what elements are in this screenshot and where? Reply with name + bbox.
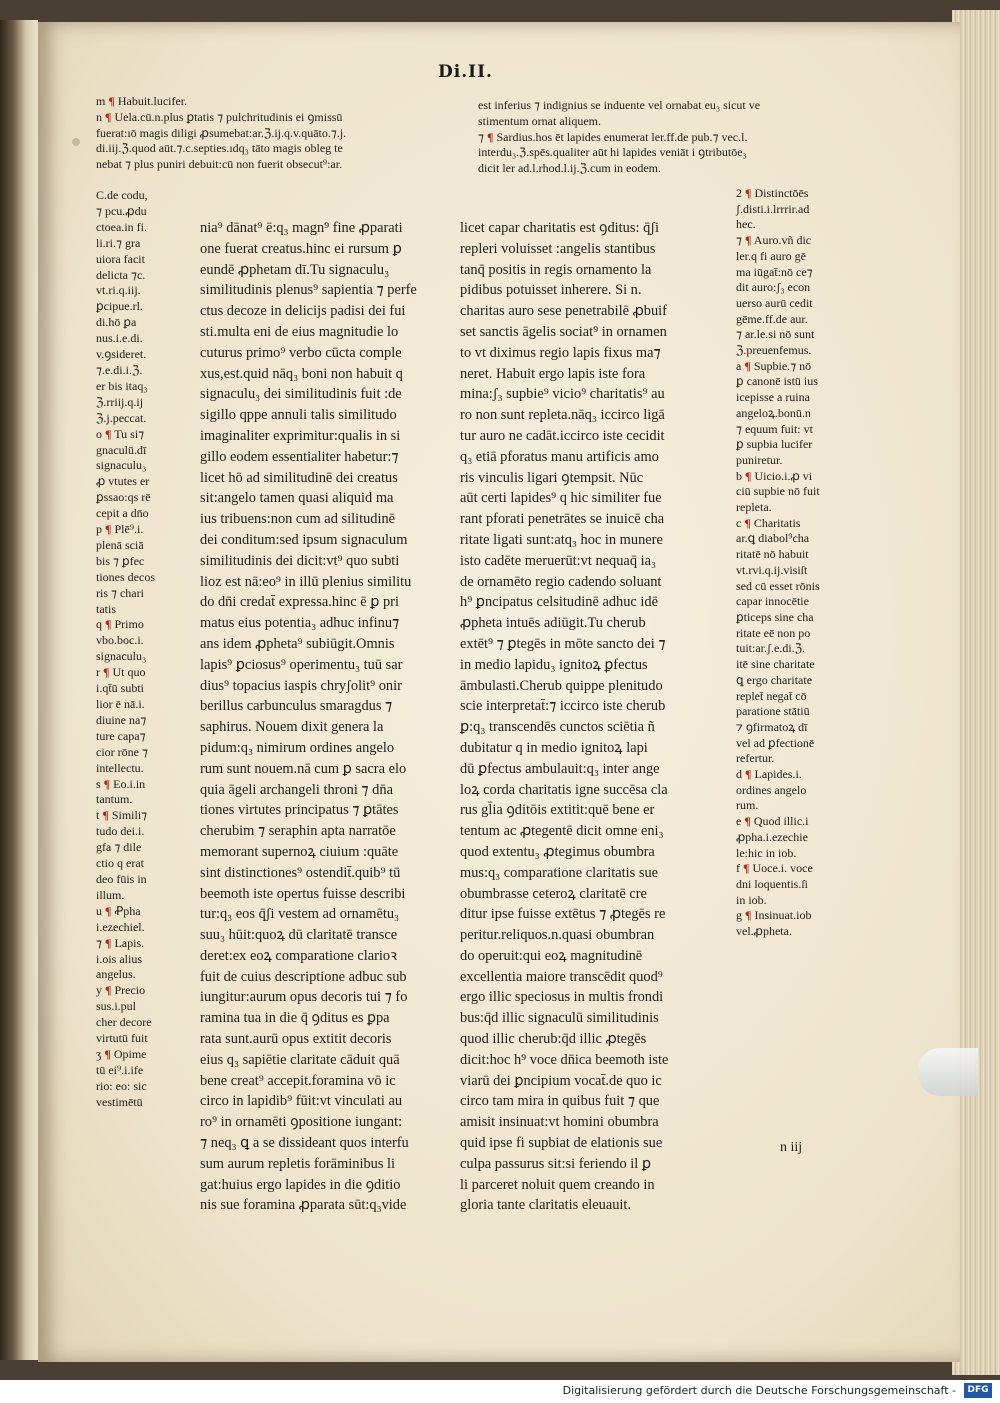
text-line: sed cū esset rōnis: [736, 578, 820, 593]
text-line: fuit de cuius descriptione adbuc sub: [200, 968, 407, 985]
text-line: dei conditum:sed ipsum signaculum: [200, 531, 408, 548]
text-line: ⁊ ¶ Auro.vñ dic: [736, 233, 812, 248]
text-line: s ¶ Eo.i.in: [96, 776, 146, 791]
text-line: berillus carbunculus smaragdus ⁊: [200, 698, 393, 715]
text-line: licet hō ad similitudinē dei creatus: [200, 469, 398, 486]
paper-hole: [72, 138, 80, 146]
text-line: ciū supbie nō fuit: [736, 484, 820, 499]
text-line: ꝑticeps sine cha: [736, 609, 814, 624]
text-line: tentum ac ꝓtegentē dicit omne eni₃: [460, 823, 664, 840]
text-line: cuturus primo⁹ verbo cūcta comple: [200, 344, 402, 361]
text-line: gnaculū.dī: [96, 442, 147, 457]
text-line: viarū dei ꝑncipium vocat̄.de quo ic: [460, 1072, 662, 1089]
text-line: tū ei⁹.i.ife: [96, 1062, 144, 1077]
text-line: eius q₃ sapiētie claritate cāduit quā: [200, 1051, 400, 1068]
text-line: i.qt̄ū subti: [96, 681, 145, 696]
text-line: t ¶ Simili⁊: [96, 808, 148, 823]
text-line: ⁊ neq₃ ꝗ a se dissideant quos interfu: [200, 1135, 409, 1152]
text-line: beemoth iste opertus fuisse describi: [200, 885, 406, 902]
text-line: aūt certi lapides⁹ q hic similiter fue: [460, 490, 662, 507]
text-line: ritate ligati sunt:atq₃ hoc in munere: [460, 531, 663, 548]
text-line: cher decore: [96, 1015, 152, 1030]
left-margin-gloss: [96, 188, 155, 1111]
text-line: ans idem ꝓpheta⁹ subiūgit.Omnis: [200, 635, 395, 652]
text-line: do dn̄i credat̄ expressa.hinc ē ꝑ pri: [200, 594, 399, 611]
text-line: est inferius ⁊ indignius se induente vel ornabat eu₃ sicut ve: [478, 98, 761, 112]
text-line: saphirus. Nouem dixit genera la: [200, 719, 384, 736]
left-page-edge: [0, 20, 38, 1360]
text-line: vel.ꝓpheta.: [736, 924, 792, 939]
text-line: mina:ʃ₃ supbie⁹ vicio⁹ charitatis⁹ au: [460, 386, 665, 403]
text-line: nus.i.e.di.: [96, 331, 143, 346]
text-line: le:hic in iob.: [736, 845, 797, 860]
text-line: itē sine charitate: [736, 657, 815, 672]
text-line: 2 ¶ Distinctōēs: [736, 186, 809, 200]
text-line: isto cadēte meruerūt:vt nequaq̄ ia₃: [460, 552, 657, 569]
text-line: di.hō ꝑa: [96, 315, 137, 330]
text-line: li.ri.⁊ gra: [96, 235, 141, 250]
text-line: ꝑcipue.rl.: [96, 299, 143, 314]
text-line: bene creat⁹ accepit.foramina vō ic: [200, 1072, 396, 1089]
text-line: in iob.: [736, 892, 767, 907]
text-line: nis sue foramina ꝓparata sūt:q₃vide: [200, 1197, 407, 1214]
text-line: repleri voluisset :angelis stantibus: [460, 240, 656, 257]
text-line: rio: eo: sic: [96, 1078, 147, 1093]
text-line: pidum:q₃ nimirum ordines angelo: [200, 739, 395, 756]
text-line: q ¶ Primo: [96, 617, 144, 632]
text-line: ꝑ canonē istū ius: [736, 374, 818, 389]
text-line: neret. Habuit ergo lapis iste fora: [460, 365, 646, 382]
text-line: illum.: [96, 887, 125, 902]
text-line: sus.i.pul: [96, 999, 137, 1014]
text-line: sigillo qppe annuli talis similitudo: [200, 407, 397, 424]
text-line: ramina tua in die q̄ ꝯditus es ꝑpa: [200, 1010, 390, 1027]
text-line: deret:ex eoꝝ comparatione clarioꝛ: [200, 947, 397, 964]
text-line: ro non sunt repleta.nāq₃ iccirco ligā: [460, 407, 665, 424]
text-line: n ¶ Uela.cū.n.plus ꝑtatis ⁊ pulchritudinis ei ꝯmissū: [96, 109, 343, 124]
main-text-column-1: [200, 218, 417, 1216]
text-line: ⁊ ar.le.si nō sunt: [736, 327, 815, 342]
text-line: licet capar charitatis est ꝯditus: q̄ʃi: [460, 220, 660, 236]
text-line: o ¶ Tu si⁊: [96, 426, 145, 441]
text-line: signaculu₃: [96, 649, 147, 664]
text-line: iungitur:aurum opus decoris tui ⁊ fo: [200, 989, 408, 1006]
text-line: gfa ⁊ dile: [96, 840, 142, 855]
text-line: gēme.ff.de aur.: [736, 311, 808, 326]
text-line: uerso aurū cedit: [736, 295, 813, 310]
text-line: puniretur.: [736, 452, 783, 467]
text-line: eundē ꝓphetam dī.Tu signaculu₃: [200, 261, 390, 278]
text-line: p ¶ Plē⁹.i.: [96, 522, 144, 537]
text-line: mus:q₃ comparatione claritatis sue: [460, 864, 659, 881]
text-line: vt.ri.q.iij.: [96, 283, 141, 298]
text-line: bus:q̄d illic signaculū similitudinis: [460, 1010, 659, 1027]
text-line: peritur.reliquos.n.quasi obumbran: [460, 927, 655, 944]
text-line: ꝓpha.i.ezechie: [736, 829, 808, 844]
text-line: circo tam mira in quibus fuit ⁊ que: [460, 1093, 660, 1110]
text-line: ⁊.e.di.i.ℨ.: [96, 362, 143, 377]
text-line: hec.: [736, 217, 756, 232]
text-line: quod illic cherub:q̄d illic ꝓtegēs: [460, 1031, 647, 1048]
text-line: r ¶ Ut quo: [96, 665, 146, 680]
text-line: m ¶ Habuit.lucifer.: [96, 94, 188, 108]
text-line: angelus.: [96, 967, 136, 982]
text-line: circo in lapidib⁹ fūit:vt vinculati au: [200, 1093, 403, 1110]
text-line: scie interpretat̄:⁊ iccirco iste cherub: [460, 698, 666, 715]
footer-bar: [0, 1380, 1000, 1403]
text-line: to vt diximus regio lapis fixus ma⁊: [460, 344, 661, 361]
text-line: ture capa⁊: [96, 728, 146, 743]
text-line: pidibus potuisset inherere. Si n.: [460, 282, 642, 299]
text-line: i.ezechiel.: [96, 919, 145, 934]
text-line: refertur.: [736, 751, 775, 766]
text-line: h⁹ ꝑncipatus celsitudinē adhuc idē: [460, 594, 658, 611]
text-line: dicit ler ad.l.rhod.l.ij.ℨ.cum in eodem.: [478, 161, 662, 176]
text-line: tur auro ne cadāt.iccirco iste cecidit: [460, 427, 665, 444]
top-left-gloss: [96, 94, 346, 173]
text-line: ℨ.rriij.q.ij: [96, 394, 144, 409]
text-line: ordines angelo: [736, 782, 807, 797]
text-line: rant pforati penetrātes se inuicē cha: [460, 511, 665, 528]
text-line: deo fūis in: [96, 871, 147, 886]
dfg-logo: DFG: [964, 1383, 992, 1398]
text-line: delicta ⁊c.: [96, 267, 146, 282]
text-line: dit auro:ʃ₃ econ: [736, 280, 811, 295]
text-line: lior ē nā.i.: [96, 697, 145, 711]
text-line: ris vinculis ligari ꝯtempsit. Nūc: [460, 469, 644, 486]
text-line: angeloꝝ.bonū.n: [736, 405, 811, 420]
text-line: nebat ⁊ plus puniri debuit:cū non fuerit obsecut⁹:ar.: [96, 157, 343, 172]
text-line: di.iij.ℨ.quod aūt.⁊.c.septies.ıdq₃ tāto magis obleg te: [96, 141, 343, 156]
text-line: matus eius potentia₃ adhuc infinu⁊: [200, 615, 400, 632]
text-line: quid ipse fi supbiat de elationis sue: [460, 1135, 663, 1152]
text-line: ar.ꝗ diabol⁹cha: [736, 531, 810, 546]
text-line: ʃ.disti.i.lrrrir.ad: [736, 201, 810, 216]
text-line: cepit a dn̄o: [96, 506, 149, 521]
text-line: one fuerat creatus.hinc ei rursum ꝑ: [200, 240, 402, 257]
text-line: v.ꝯsideret.: [96, 347, 147, 362]
text-line: lapis⁹ ꝑciosus⁹ operimentu₃ tuū sar: [200, 656, 403, 673]
text-line: xus,est.quid nāq₃ boni non habuit q: [200, 365, 403, 382]
text-line: capar innocētie: [736, 594, 809, 609]
text-line: uiora facit: [96, 251, 145, 266]
text-line: tuit:ar.ʃ.e.di.ℨ.: [736, 641, 806, 656]
text-line: ⁊ equum fuit: vt: [736, 421, 813, 436]
text-line: dni loquentis.ſi: [736, 876, 808, 891]
text-line: f ¶ Uoce.i. voce: [736, 861, 813, 876]
text-line: cherubim ⁊ seraphin apta narratōe: [200, 823, 396, 840]
text-line: plenā sciā: [96, 537, 144, 552]
text-line: vestimētū: [96, 1094, 143, 1109]
text-line: ꝓ vtutes er: [96, 474, 150, 489]
text-line: bis ⁊ ꝑfec: [96, 553, 145, 568]
text-line: ditur ipse fuisse extētus ⁊ ꝓtegēs re: [460, 906, 666, 923]
text-line: stimentum ornat aliquem.: [478, 113, 601, 128]
running-head: Di.II.: [438, 62, 493, 82]
text-line: loꝝ corda charitatis igne succēsa cla: [460, 781, 668, 798]
text-line: lioz est nā:eo⁹ in illū plenius similitu: [200, 573, 412, 590]
text-line: y ¶ Precio: [96, 983, 146, 998]
text-line: ⁊ pcu.ꝓdu: [96, 203, 147, 218]
text-line: diuine na⁊: [96, 712, 147, 727]
text-line: vbo.boc.i.: [96, 633, 144, 648]
text-line: tudo dei.i.: [96, 824, 145, 839]
text-line: ctus decoze in delicijs padisi dei fui: [200, 303, 406, 320]
text-line: tiones virtutes principatus ⁊ ꝑtātes: [200, 802, 399, 819]
text-line: tiones decos: [96, 569, 155, 584]
text-line: rum.: [736, 798, 759, 813]
text-line: ctoea.in fi.: [96, 219, 147, 234]
text-line: cior rōne ⁊: [96, 744, 148, 759]
text-line: set sanctis āgelis sociat⁹ in ornamen: [460, 323, 667, 340]
text-line: ꝑ:q₃ transcendēs cunctos sciētia ñ: [460, 719, 655, 736]
text-line: nia⁹ dānat⁹ ē:q₃ magn⁹ fine ꝓparati: [200, 220, 403, 236]
text-line: tantum.: [96, 792, 133, 807]
text-line: imaginaliter exprimitur:qualis in si: [200, 427, 401, 444]
text-line: b ¶ Uicio.i.ꝓ vi: [736, 468, 813, 483]
text-line: ris ⁊ chari: [96, 585, 144, 600]
text-line: sint distinctiones⁹ ostendit̄.quib⁹ tū: [200, 864, 401, 881]
text-line: amisit insinuat:vt homini obumbra: [460, 1114, 659, 1131]
text-line: dubitatur q in medio ignitoꝝ lapi: [460, 739, 648, 756]
text-line: ℨ.j.peccat.: [96, 410, 147, 425]
text-line: d ¶ Lapides.i.: [736, 767, 802, 782]
text-line: icepisse a ruina: [736, 390, 810, 405]
text-line: C.de codu,: [96, 188, 148, 202]
text-line: tur:q₃ eos q̄ʃi vestem ad ornamētu₃: [200, 906, 400, 923]
text-line: rum sunt nouem.nā cum ꝑ sacra elo: [200, 760, 407, 777]
text-line: signaculu₃: [96, 458, 147, 473]
text-line: quod extentu₃ ꝓtegimus obumbra: [460, 843, 655, 860]
text-line: ꝑ supbia lucifer: [736, 437, 813, 452]
text-line: ʒ ¶ Opime: [96, 1046, 147, 1061]
text-line: quia āgeli archangeli throni ⁊ dn̄a: [200, 781, 393, 798]
text-line: ler.q fi auro gē: [736, 248, 806, 263]
text-line: gat:huius ergo lapides in die ꝯditio: [200, 1176, 401, 1193]
text-line: rata sunt.aurū opus extitit decoris: [200, 1031, 392, 1048]
text-line: tanq̄ positis in regis ornamento la: [460, 261, 652, 278]
text-line: dicit:hoc h⁹ voce dn̄ica beemoth iste: [460, 1051, 669, 1068]
text-line: i.ois alius: [96, 951, 143, 966]
text-line: ma iūgat̄:nō ce⁊: [736, 264, 813, 279]
text-line: g ¶ Insinuat.iob: [736, 908, 812, 923]
text-line: dū ꝑfectus ambulauit:q₃ inter ange: [460, 760, 660, 777]
text-line: signaculu₃ dei similitudinis fuit :de: [200, 386, 402, 403]
text-line: ro⁹ in ornamēti ꝯpositione iungant:: [200, 1114, 403, 1131]
text-line: c ¶ Charitatis: [736, 515, 801, 530]
text-line: rus gl̄ia ꝯditōis extitit:quē bene er: [460, 802, 655, 819]
text-line: interdu₃.ℨ.spēs.qualiter aūt hi lapides veniāt i ꝯtributōe₃: [478, 145, 747, 160]
text-line: vt.rvi.q.ij.visiſt: [736, 562, 808, 577]
text-line: memorant supernoꝝ ciuium :quāte: [200, 843, 399, 860]
text-line: virtutū fuit: [96, 1031, 148, 1046]
text-line: gillo eodem essentialiter habetur:⁊: [200, 448, 399, 465]
text-line: intellectu.: [96, 760, 144, 775]
text-line: ritatē nō habuit: [736, 547, 809, 562]
text-line: a ¶ Supbie.⁊ nō: [736, 358, 812, 373]
text-line: ꝓpheta intuēs adiūgit.Tu cherub: [460, 615, 646, 632]
text-line: ⁊ ꝯfirmatoꝝ dī: [736, 719, 808, 734]
text-line: suu₃ hūit:quoꝝ dū claritatē transce: [200, 927, 398, 944]
text-line: ergo illic speciosus in multis frondi: [460, 989, 664, 1006]
right-margin-gloss: [736, 186, 820, 940]
text-line: ius tribuens:non cum ad silitudinē: [200, 511, 396, 528]
footer-credit: Digitalisierung gefördert durch die Deutsche Forschungsgemeinschaft -: [562, 1384, 956, 1397]
text-line: ctio q erat: [96, 856, 144, 871]
text-line: ℨ.preuenfemus.: [736, 343, 812, 358]
text-line: fuerat:ıō magis diligi ꝓsumebat:ar.ℨ.ij.q.v.quāto.⁊.j.: [96, 125, 347, 140]
text-line: do operuit:qui eoꝝ magnitudinē: [460, 947, 643, 964]
text-line: repleta.: [736, 500, 772, 515]
text-line: de ornamēto regio cadendo soluant: [460, 573, 662, 590]
text-line: sti.multa eni de eius magnitudie lo: [200, 323, 399, 340]
text-line: ⁊ ¶ Lapis.: [96, 935, 145, 950]
text-line: ⁊ ¶ Sardius.hos ēt lapides enumerat ler.ff.de pub.⁊ vec.l.: [478, 129, 748, 144]
text-line: ꝑssao:qs rē: [96, 490, 151, 505]
signature-mark: n iij: [780, 1140, 803, 1155]
text-line: āmbulasti.Cherub quippe plenitudo: [460, 677, 663, 694]
text-line: sit:angelo tamen quasi aliquid ma: [200, 490, 394, 507]
top-right-gloss: [478, 98, 760, 177]
text-line: charitas auro sese penetrabilē ꝓbuif: [460, 303, 667, 320]
text-line: dius⁹ topacius iaspis chryʃolit⁹ onir: [200, 677, 402, 694]
text-line: li parceret noluit quem creando in: [460, 1176, 655, 1193]
text-line: q₃ etiā pforatus manu artificis amo: [460, 448, 659, 465]
text-line: er bis itaq₃: [96, 378, 148, 393]
text-line: paratione stātiū: [736, 704, 810, 719]
text-line: ritate eē non po: [736, 625, 811, 640]
page-clip: [918, 1048, 978, 1096]
text-line: ꝗ ergo charitate: [736, 672, 813, 687]
text-line: obumbrasse ceteroꝝ claritatē cre: [460, 885, 647, 902]
text-line: in medio lapidu₃ ignitoꝝ ꝑfectus: [460, 656, 648, 673]
text-line: e ¶ Quod illic.i: [736, 814, 809, 829]
text-line: gloria tante claritatis eleuauit.: [460, 1197, 632, 1214]
text-line: similitudinis dei dicit:vt⁹ quo subti: [200, 552, 400, 569]
text-line: u ¶ Ꝓpha: [96, 903, 141, 918]
text-line: replet̄ negat̄ cō: [736, 688, 807, 703]
text-line: vel ad ꝑfectionē: [736, 735, 815, 750]
text-line: sum aurum repletis forāminibus li: [200, 1155, 396, 1172]
text-line: tatis: [96, 601, 116, 616]
text-line: culpa passurus sit:si feriendo il ꝑ: [460, 1155, 651, 1172]
text-line: extēt⁹ ⁊ ꝑtegēs in mōte sancto dei ⁊: [460, 635, 666, 652]
text-line: excellentia maiore transcēdit quod⁹: [460, 968, 663, 985]
text-line: similitudinis plenus⁹ sapientia ⁊ perfe: [200, 282, 417, 299]
main-text-column-2: [460, 218, 668, 1216]
